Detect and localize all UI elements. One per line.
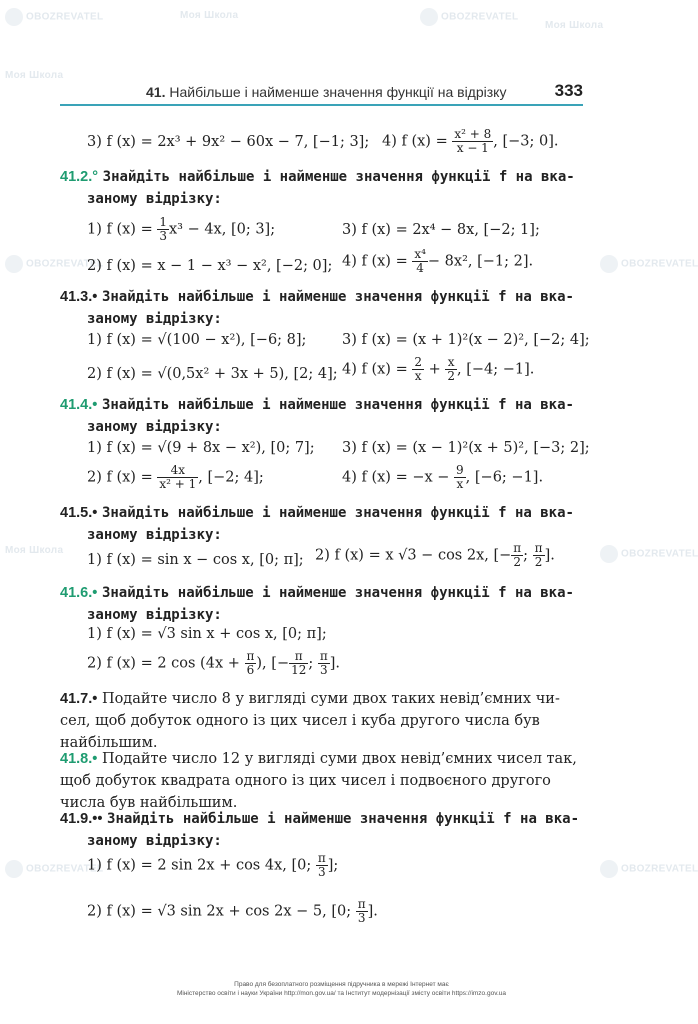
p41-2-item4: 4) f (x) = $\frac{\text{x⁴}}{4}$ − 8x², [−1; 2]. bbox=[342, 247, 534, 275]
p41-3-item1: 1) f (x) = √(100 − x²), [−6; 8]; bbox=[87, 332, 307, 348]
p41-2-item3: 3) f (x) = 2x⁴ − 8x, [−2; 1]; bbox=[342, 222, 540, 238]
brand-logo-icon bbox=[420, 8, 438, 26]
watermark: OBOZREVATEL bbox=[600, 860, 698, 878]
watermark: OBOZREVATEL bbox=[600, 545, 698, 563]
p41-4-item4: 4) f (x) = −x − $\frac{9}{x}$ , [−6; −1]. bbox=[342, 463, 544, 491]
p41-6-item1: 1) f (x) = √3 sin x + cos x, [0; π]; bbox=[87, 626, 327, 642]
watermark: Моя Школа bbox=[5, 70, 64, 81]
brand-logo-icon bbox=[600, 860, 618, 878]
watermark: Моя Школа bbox=[5, 545, 64, 556]
p41-5-statement: 41.5.• Знайдіть найбільше і найменше значення функції f на вка- заному відрізку: bbox=[60, 505, 574, 543]
p41-4-statement: 41.4.• Знайдіть найбільше і найменше значення функції f на вка- заному відрізку: bbox=[60, 397, 574, 435]
page-number: 333 bbox=[554, 81, 583, 100]
watermark: OBOZREVATEL bbox=[5, 255, 103, 273]
brand-logo-icon bbox=[5, 860, 23, 878]
p41-5-item1: 1) f (x) = sin x − cos x, [0; π]; bbox=[87, 552, 304, 568]
watermark: OBOZREVATEL bbox=[5, 860, 103, 878]
footer-line-2: Міністерство освіти і науки України http://mon.gov.ua/ та Інститут модернізації змісту освіти https://imzo.gov.ua bbox=[176, 990, 507, 997]
watermark: OBOZREVATEL bbox=[5, 8, 103, 26]
p41-6-statement: 41.6.• Знайдіть найбільше і найменше значення функції f на вка- заному відрізку: bbox=[60, 585, 574, 623]
p41-3-item2: 2) f (x) = √(0,5x² + 3x + 5), [2; 4]; bbox=[87, 366, 338, 382]
watermark: Моя Школа bbox=[180, 10, 239, 21]
watermark: Моя Школа bbox=[545, 20, 604, 31]
brand-logo-icon bbox=[5, 255, 23, 273]
watermark: OBOZREVATEL bbox=[600, 255, 698, 273]
brand-logo-icon bbox=[600, 545, 618, 563]
p41-5-item2: 2) f (x) = x √3 − cos 2x, [− $\frac{\pi}{2}$ ; $\frac{\pi}{2}$ ]. bbox=[315, 541, 555, 569]
running-header bbox=[60, 80, 583, 104]
p41-8-statement: 41.8.• Подайте число 12 у вигляді суми двох невід’ємних чисел так, щоб добуток квадрата одного із цих чисел і подвоєного другого числа був найбільшим. bbox=[60, 751, 577, 811]
brand-logo-icon bbox=[600, 255, 618, 273]
p41-4-item1: 1) f (x) = √(9 + 8x − x²), [0; 7]; bbox=[87, 440, 315, 456]
p41-7-statement: 41.7.• Подайте число 8 у вигляді суми двох таких невід’ємних чи- сел, щоб добуток одного із цих чисел і куба другого числа був найбільшим. bbox=[60, 691, 560, 751]
p41-9-item1: 1) f (x) = 2 sin 2x + cos 4x, [0; $\frac{\pi}{3}$ ]; bbox=[87, 851, 339, 879]
p41-3-item4: 4) f (x) = $\frac{2}{x}$ + $\frac{x}{2}$ , [−4; −1]. bbox=[342, 355, 535, 383]
p41-9-statement: 41.9.•• Знайдіть найбільше і найменше значення функції f на вка- заному відрізку: bbox=[60, 811, 580, 849]
p41-3-item3: 3) f (x) = (x + 1)²(x − 2)², [−2; 4]; bbox=[342, 332, 590, 348]
p41-4-item3: 3) f (x) = (x − 1)²(x + 5)², [−3; 2]; bbox=[342, 440, 590, 456]
p41-9-item2: 2) f (x) = √3 sin 2x + cos 2x − 5, [0; $\frac{\pi}{3}$ ]. bbox=[87, 897, 378, 925]
p41-1-item3: 3) f (x) = 2x³ + 9x² − 60x − 7, [−1; 3]; bbox=[87, 134, 370, 150]
p41-1-item4: 4) f (x) = $\frac{\text{x² + 8}}{x - 1}$ , [−3; 0]. bbox=[382, 127, 559, 155]
p41-6-item2: 2) f (x) = 2 cos (4x + $\frac{\pi}{6}$ ), [− $\frac{\pi}{12}$ ; $\frac{\pi}{3}$ ]. bbox=[87, 649, 341, 677]
p41-2-statement: 41.2.° Знайдіть найбільше і найменше значення функції f на вка- заному відрізку: bbox=[60, 169, 575, 207]
brand-logo-icon bbox=[5, 8, 23, 26]
footer bbox=[0, 980, 683, 998]
footer-line-1: Право для безоплатного розміщення підручника в мережі Інтернет має bbox=[234, 981, 449, 988]
p41-3-statement: 41.3.• Знайдіть найбільше і найменше значення функції f на вка- заному відрізку: bbox=[60, 289, 574, 327]
p41-2-item1: 1) f (x) = $\frac{1}{3}$ x³ − 4x, [0; 3]; bbox=[87, 215, 276, 243]
p41-4-item2: 2) f (x) = $\frac{4x}{\text{x² + 1}}$ , [−2; 4]; bbox=[87, 463, 264, 491]
chapter-title: 41. Найбільше і найменше значення функції на відрізку bbox=[146, 84, 507, 100]
watermark: OBOZREVATEL bbox=[420, 8, 518, 26]
header-rule bbox=[60, 104, 583, 106]
p41-2-item2: 2) f (x) = x − 1 − x³ − x², [−2; 0]; bbox=[87, 258, 333, 274]
